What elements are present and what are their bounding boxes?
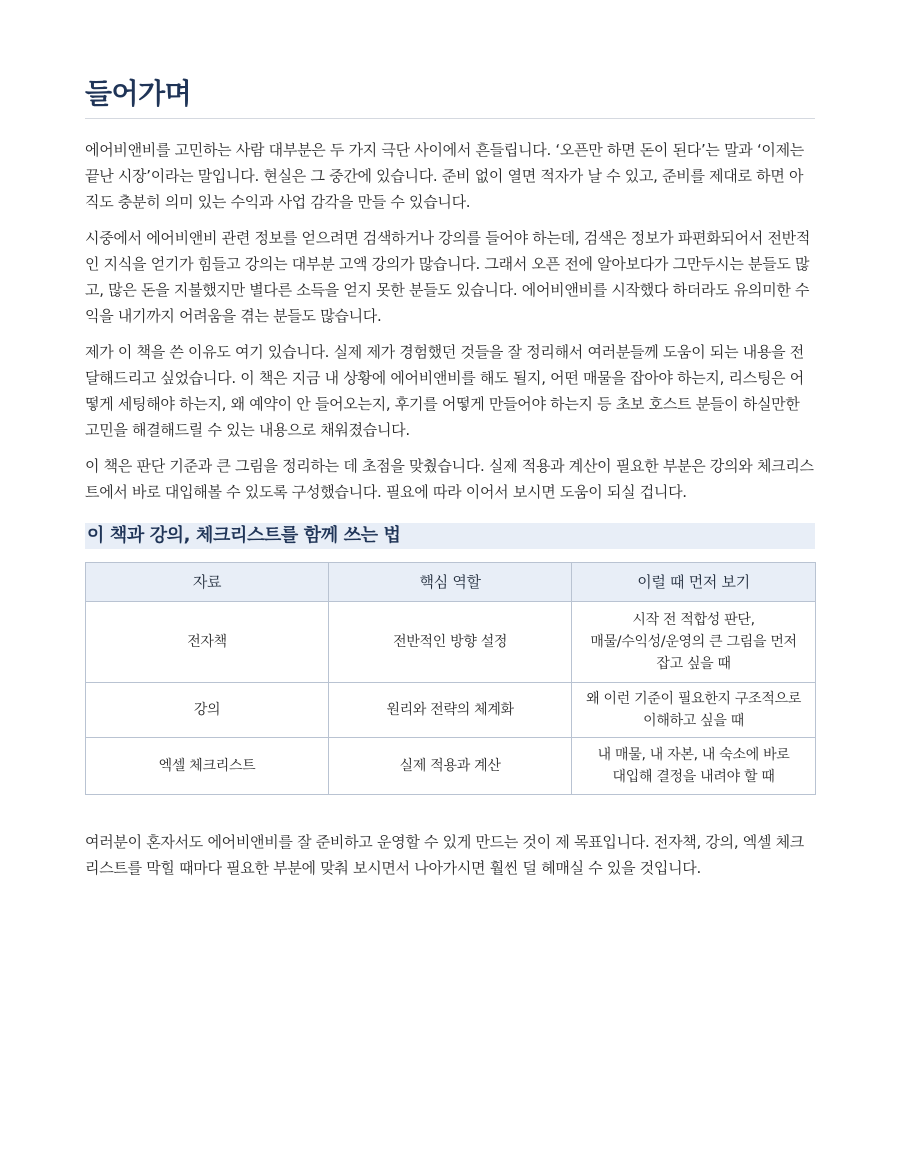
intro-paragraph-4: 이 책은 판단 기준과 큰 그림을 정리하는 데 초점을 맞췄습니다. 실제 적용과 계산이 필요한 부분은 강의와 체크리스트에서 바로 대입해볼 수 있도록 구성했습니다. 필요에 따라 이어서 보시면 도움이 되실 겁니다.	[85, 457, 814, 501]
cell-when-line: 매물/수익성/운영의 큰 그림을 먼저	[590, 634, 797, 650]
cell-when	[572, 602, 816, 683]
header-when: 이럴 때 먼저 보기	[572, 563, 816, 602]
cell-role: 원리와 전략의 체계화	[329, 683, 572, 738]
cell-when-line: 이해하고 싶을 때	[643, 713, 745, 729]
cell-when	[572, 683, 816, 738]
materials-table	[85, 562, 816, 795]
cell-when-line: 내 매물, 내 자본, 내 숙소에 바로	[597, 747, 790, 763]
cell-material: 엑셀 체크리스트	[86, 738, 329, 795]
cell-role: 실제 적용과 계산	[329, 738, 572, 795]
table-header-row	[86, 563, 816, 602]
table-row	[86, 683, 816, 738]
cell-when-line: 왜 이런 기준이 필요한지 구조적으로	[586, 691, 802, 707]
table-row	[86, 602, 816, 683]
intro-paragraph-3: 제가 이 책을 쓴 이유도 여기 있습니다. 실제 제가 경험했던 것들을 잘 정리해서 여러분들께 도움이 되는 내용을 전달해드리고 싶었습니다. 이 책은 지금 내 상황에 에어비앤비를 해도 될지, 어떤 매물을 잡아야 하는지, 리스팅은 어떻게 세팅해야 하는지, 왜 예약이 안 들어오는지, 후기를 어떻게 만들어야 하는지 등 초보 호스트 분들이 하실만한 고민을 해결해드릴 수 있는 내용으로 채워졌습니다.	[85, 343, 804, 439]
cell-role: 전반적인 방향 설정	[329, 602, 572, 683]
cell-when-line: 잡고 싶을 때	[656, 656, 731, 672]
header-role: 핵심 역할	[329, 563, 572, 602]
intro-paragraph-1: 에어비앤비를 고민하는 사람 대부분은 두 가지 극단 사이에서 흔들립니다. ‘오픈만 하면 돈이 된다’는 말과 ‘이제는 끝난 시장’이라는 말입니다. 현실은 그 중간에 있습니다. 준비 없이 열면 적자가 날 수 있고, 준비를 제대로 하면 아직도 충분히 의미 있는 수익과 사업 감각을 만들 수 있습니다.	[85, 141, 804, 211]
page-title: 들어가며	[85, 72, 815, 119]
table-row	[86, 738, 816, 795]
header-material: 자료	[86, 563, 329, 602]
cell-material: 전자책	[86, 602, 329, 683]
cell-when-line: 대입해 결정을 내려야 할 때	[612, 769, 775, 785]
cell-when	[572, 738, 816, 795]
cell-when-line: 시작 전 적합성 판단,	[632, 612, 755, 628]
closing-paragraph: 여러분이 혼자서도 에어비앤비를 잘 준비하고 운영할 수 있게 만드는 것이 제 목표입니다. 전자책, 강의, 엑셀 체크리스트를 막힐 때마다 필요한 부분에 맞춰 보시면서 나아가시면 훨씬 덜 헤매실 수 있을 것입니다.	[85, 833, 804, 877]
cell-material: 강의	[86, 683, 329, 738]
section-title: 이 책과 강의, 체크리스트를 함께 쓰는 법	[85, 523, 815, 549]
intro-paragraph-2: 시중에서 에어비앤비 관련 정보를 얻으려면 검색하거나 강의를 들어야 하는데, 검색은 정보가 파편화되어서 전반적인 지식을 얻기가 힘들고 강의는 대부분 고액 강의가 많습니다. 그래서 오픈 전에 알아보다가 그만두시는 분들도 많고, 많은 돈을 지불했지만 별다른 소득을 얻지 못한 분들도 있습니다. 에어비앤비를 시작했다 하더라도 유의미한 수익을 내기까지 어려움을 겪는 분들도 많습니다.	[85, 229, 811, 325]
